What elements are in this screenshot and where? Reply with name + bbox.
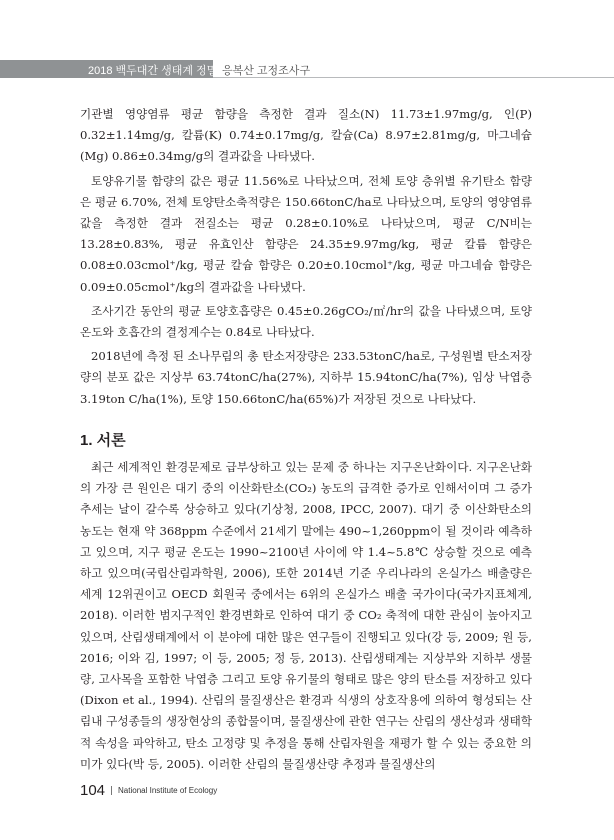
respiration-paragraph: 조사기간 동안의 평균 토양호흡량은 0.45±0.26gCO₂/㎡/hr의 값을 나타냈으며, 토양온도와 호흡간의 결정계수는 0.84로 나타났다. (80, 303, 532, 340)
section-heading: 1. 서론 (80, 432, 126, 449)
carbon-storage-paragraph: 2018년에 측정 된 소나무림의 총 탄소저장량은 233.53tonC/ha로, 구성원별 탄소저장량의 분포 값은 지상부 63.74tonC/ha(27%), 지하부 15.94tonC/ha(7%), 임상 낙엽층 3.19ton C/ha(1%), 토양 150.66tonC/ha(65%)가 저장된 것으로 나타났다. (80, 349, 532, 406)
running-header (0, 60, 614, 78)
site-title: 응복산 고정조사구 (222, 65, 311, 77)
footer-divider (111, 786, 112, 795)
page-number: 104 (80, 782, 106, 799)
page-footer (80, 780, 217, 800)
soil-paragraph: 토양유기물 함량의 값은 평균 11.56%로 나타났으며, 전체 토양 층위별 유기탄소 함량은 평균 6.70%, 전체 토양탄소축적량은 150.66tonC/ha로 나타났으며, 토양의 영양염류 값을 측정한 결과 전질소는 평균 0.28±0.10%로 나타났으며, 평균 C/N비는 13.28±0.83%, 평균 유효인산 함량은 24.35±9.97mg/kg, 평균 칼륨 함량은 0.08±0.03cmol⁺/kg, 평균 칼슘 함량은 0.20±0.10cmol⁺/kg, 평균 마그네슘 함량은 0.09±0.05cmol⁺/kg의 결과값을 나타냈다. (80, 173, 532, 294)
summary-section (80, 104, 532, 413)
introduction-paragraph: 최근 세계적인 환경문제로 급부상하고 있는 문제 중 하나는 지구온난화이다. 지구온난화의 가장 큰 원인은 대기 중의 이산화탄소(CO₂) 농도의 급격한 증가로 인해서이며 그 증가 추세는 날이 갈수록 상승하고 있다(기상청, 2008, IPCC, 2007). 대기 중 이산화탄소의 농도는 현재 약 368ppm 수준에서 21세기 말에는 490~1,260ppm이 될 것이라 예측하고 있으며, 지구 평균 온도는 1990~2100년 사이에 약 1.4~5.8℃ 상승할 것으로 예측하고 있으며(국립산림과학원, 2006), 또한 2014년 기준 우리나라의 온실가스 배출량은 세계 12위권이고 OECD 회원국 중에서는 6위의 온실가스 배출 국가이다(국가지표체계, 2018). 이러한 범지구적인 환경변화로 인하여 대기 중 CO₂ 축적에 대한 관심이 높아지고 있으며, 산림생태계에서 이 분야에 대한 많은 연구들이 진행되고 있다(강 등, 2009; 원 등, 2016; 이와 김, 1997; 이 등, 2005; 정 등, 2013). 산림생태계는 지상부와 지하부 생물량, 고사목을 포함한 낙엽층 그리고 토양 유기물의 형태로 많은 양의 탄소를 저장하고 있다(Dixon et al., 1994). 산림의 물질생산은 환경과 식생의 상호작용에 의하여 형성되는 산림내 구성종들의 생장현상의 종합물이며, 물질생산에 관한 연구는 산림의 생산성과 생태학적 속성을 파악하고, 탄소 고정량 및 추정을 통해 산림자원을 재평가 할 수 있는 중요한 의미가 있다(박 등, 2005). 이러한 산림의 물질생산량 추정과 물질생산의 (80, 460, 532, 771)
nutrient-paragraph: 기관별 영양염류 평균 함량을 측정한 결과 질소(N) 11.73±1.97mg/g, 인(P) 0.32±1.14mg/g, 칼륨(K) 0.74±0.17mg/g, 칼슘(Ca) 8.97±2.81mg/g, 마그네슘(Mg) 0.86±0.34mg/g의 결과값을 나타냈다. (80, 107, 532, 164)
report-title: 2018 백두대간 생태계 정밀조사 (88, 65, 239, 77)
header-rule (213, 77, 614, 78)
introduction-section (80, 457, 532, 778)
publisher-name: National Institute of Ecology (118, 786, 218, 795)
